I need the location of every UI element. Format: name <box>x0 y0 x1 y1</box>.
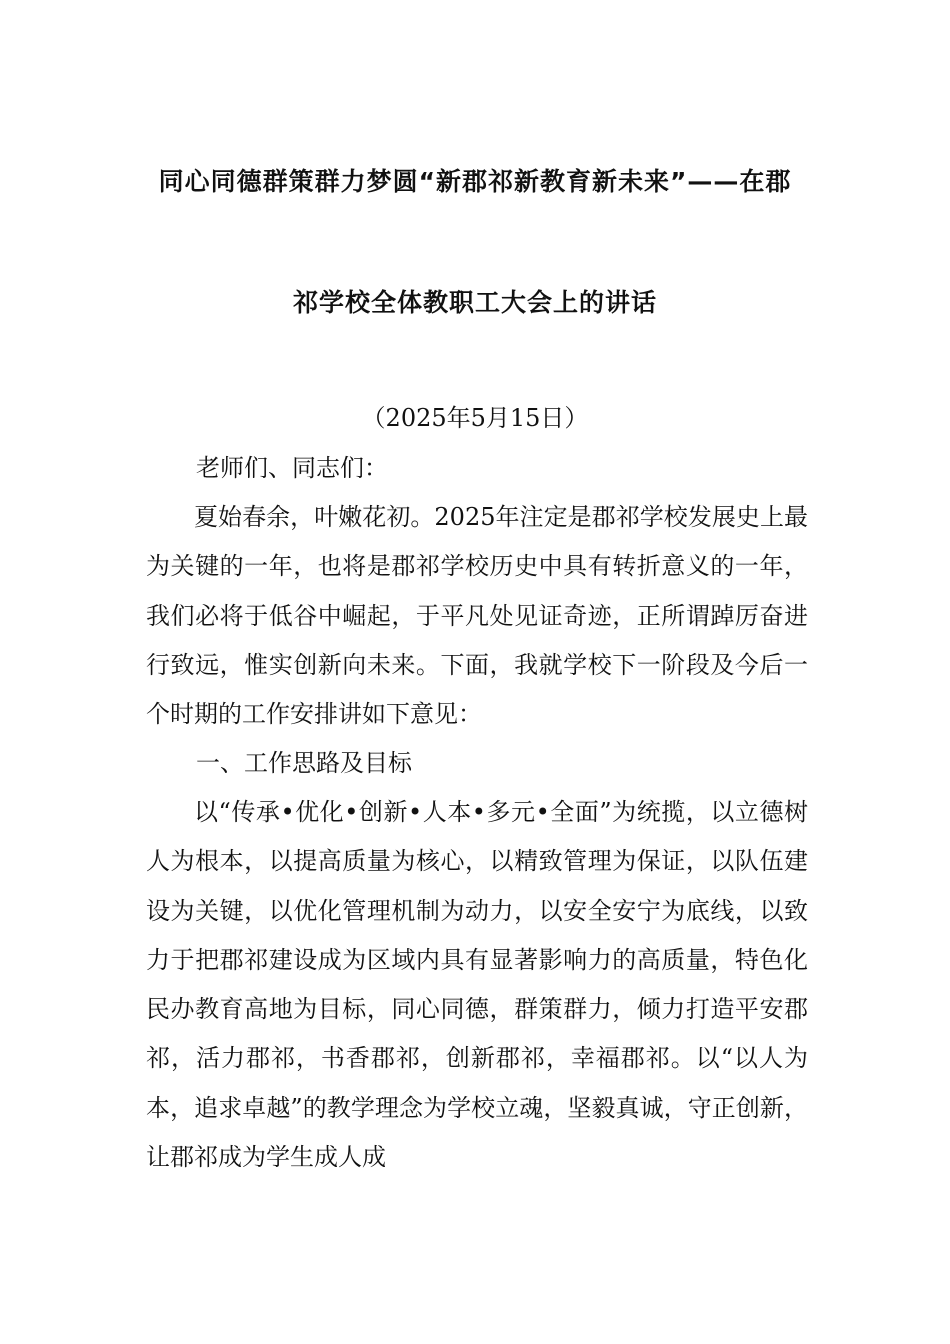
opening-paragraph: 夏始春余，叶嫩花初。2025年注定是郡祁学校发展史上最为关键的一年，也将是郡祁学校历史中具有转折意义的一年，我们必将于低谷中崛起，于平凡处见证奇迹，正所谓踔厉奋进行致远，惟实创新向未来。下面，我就学校下一阶段及今后一个时期的工作安排讲如下意见： <box>146 503 808 729</box>
document-title-line-2: 祁学校全体教职工大会上的讲话 <box>292 288 657 317</box>
document-title-line-1: 同心同德群策群力梦圆“新郡祁新教育新未来”——在郡 <box>158 167 792 196</box>
salutation: 老师们、同志们： <box>196 454 388 482</box>
section-heading-work-ideas: 一、工作思路及目标 <box>196 749 412 777</box>
work-ideas-paragraph: 以“传承•优化•创新•人本•多元•全面”为统揽，以立德树人为根本，以提高质量为核心，以精致管理为保证，以队伍建设为关键，以优化管理机制为动力，以安全安宁为底线，以致力于把郡祁建设成为区域内具有显著影响力的高质量，特色化民办教育高地为目标，同心同德，群策群力，倾力打造平安郡祁，活力郡祁，书香郡祁，创新郡祁，幸福郡祁。以“以人为本，追求卓越”的教学理念为学校立魂，坚毅真诚，守正创新，让郡祁成为学生成人成 <box>146 798 808 1172</box>
speech-date: （2025年5月15日） <box>361 404 589 432</box>
